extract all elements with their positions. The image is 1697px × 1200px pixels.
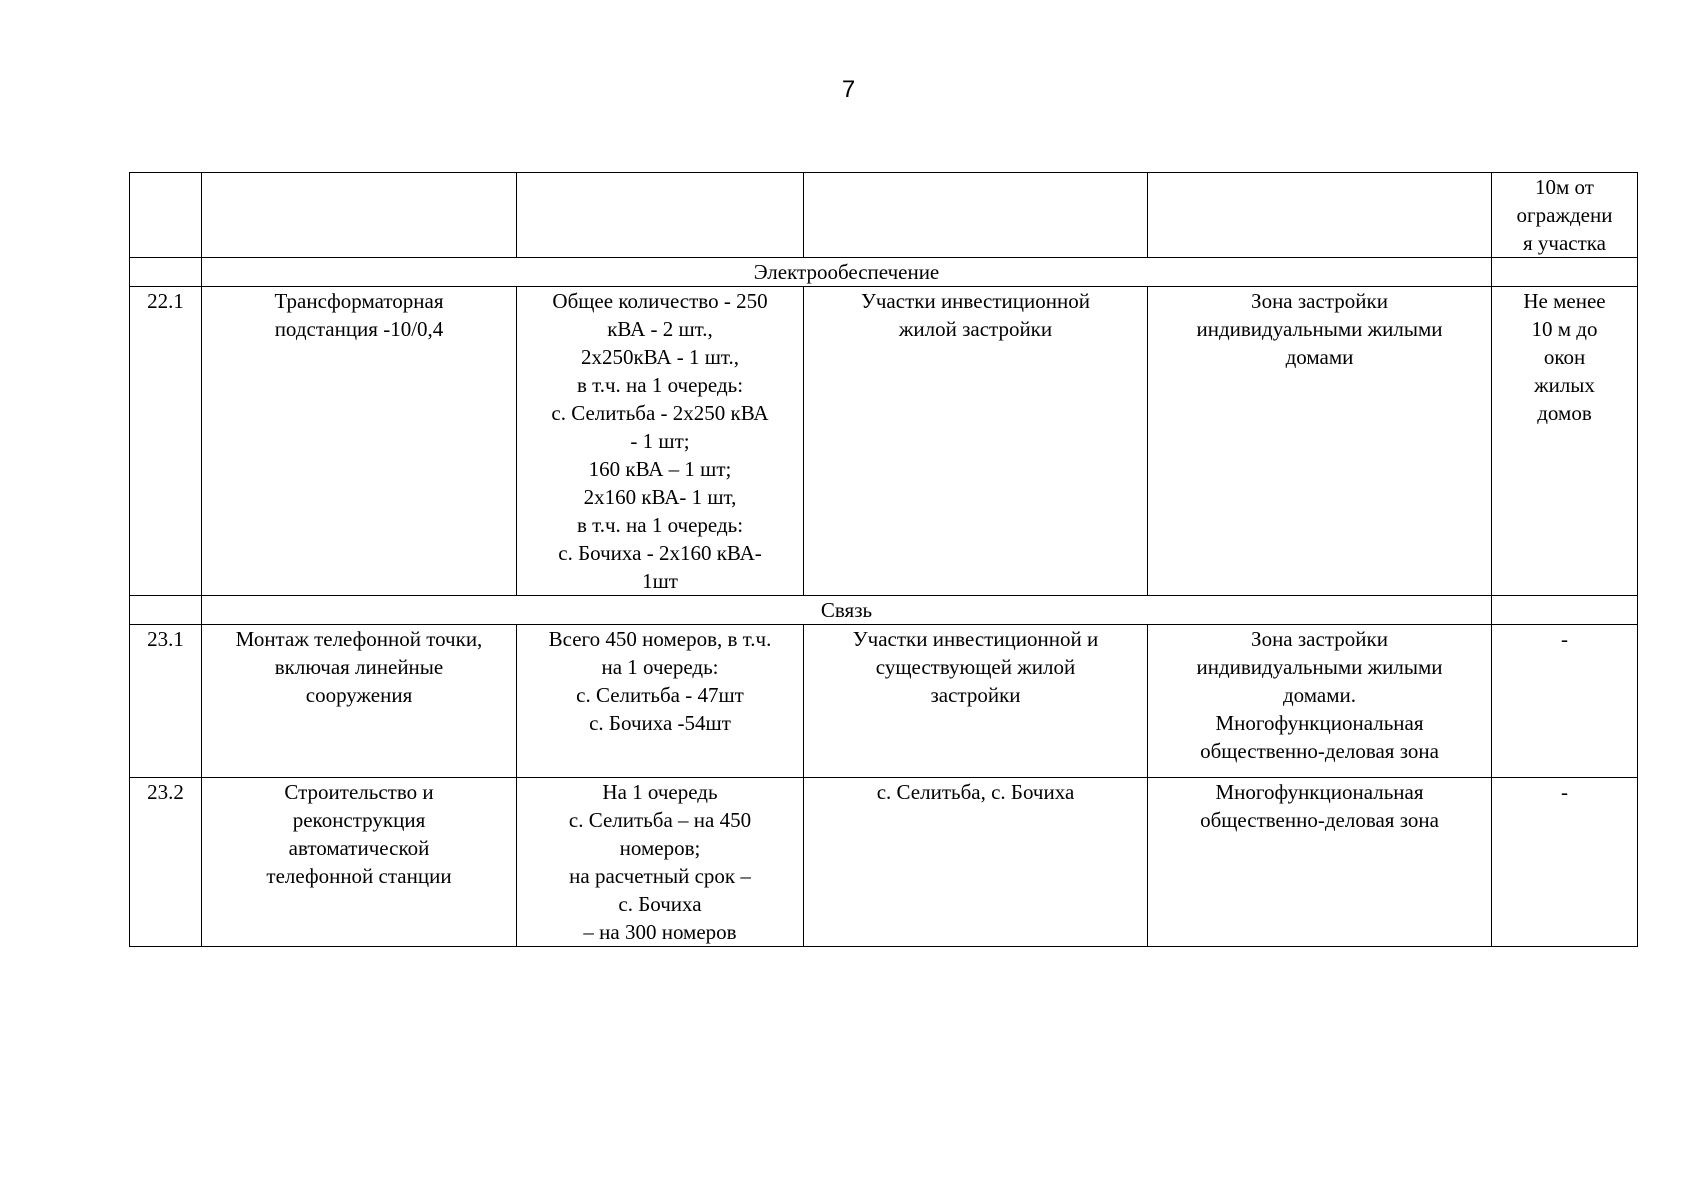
cell-location: Участки инвестиционной жилой застройки <box>804 287 1148 596</box>
cell-zone: Многофункциональная общественно-деловая зона <box>1148 778 1492 947</box>
cell-restriction: Не менее 10 м до окон жилых домов <box>1492 287 1638 596</box>
cell-name <box>202 173 517 258</box>
section-header-row <box>130 258 1638 287</box>
table-row <box>130 778 1638 947</box>
cell-location: с. Селитьба, с. Бочиха <box>804 778 1148 947</box>
cell-name: Монтаж телефонной точки, включая линейные сооружения <box>202 625 517 778</box>
cell-location <box>804 173 1148 258</box>
cell-num: 23.2 <box>130 778 202 947</box>
cell-capacity: На 1 очередь с. Селитьба – на 450 номеров; на расчетный срок – с. Бочиха – на 300 номеров <box>517 778 804 947</box>
cell-name: Строительство и реконструкция автоматической телефонной станции <box>202 778 517 947</box>
table-row <box>130 287 1638 596</box>
cell-name: Трансформаторная подстанция -10/0,4 <box>202 287 517 596</box>
section-last-cell <box>1492 596 1638 625</box>
table-row-continuation <box>130 173 1638 258</box>
cell-restriction: 10м от ограждени я участка <box>1492 173 1638 258</box>
section-header-row <box>130 596 1638 625</box>
section-last-cell <box>1492 258 1638 287</box>
cell-capacity <box>517 173 804 258</box>
cell-zone: Зона застройки индивидуальными жилыми домами. Многофункциональная общественно-деловая зона <box>1148 625 1492 778</box>
section-num-cell <box>130 596 202 625</box>
cell-zone <box>1148 173 1492 258</box>
cell-num: 22.1 <box>130 287 202 596</box>
page-number: 7 <box>841 76 856 103</box>
cell-capacity: Общее количество - 250 кВА - 2 шт., 2х250кВА - 1 шт., в т.ч. на 1 очередь: с. Селитьба - 2х250 кВА - 1 шт; 160 кВА – 1 шт; 2х160 кВА- 1 шт, в т.ч. на 1 очередь: с. Бочиха - 2х160 кВА- 1шт <box>517 287 804 596</box>
table-row <box>130 625 1638 778</box>
cell-location: Участки инвестиционной и существующей жилой застройки <box>804 625 1148 778</box>
section-num-cell <box>130 258 202 287</box>
data-table <box>129 172 1638 947</box>
cell-restriction: - <box>1492 625 1638 778</box>
cell-restriction: - <box>1492 778 1638 947</box>
section-title: Электрообеспечение <box>202 258 1492 287</box>
cell-capacity: Всего 450 номеров, в т.ч. на 1 очередь: с. Селитьба - 47шт с. Бочиха -54шт <box>517 625 804 778</box>
cell-num: 23.1 <box>130 625 202 778</box>
cell-num <box>130 173 202 258</box>
section-title: Связь <box>202 596 1492 625</box>
cell-zone: Зона застройки индивидуальными жилыми домами <box>1148 287 1492 596</box>
